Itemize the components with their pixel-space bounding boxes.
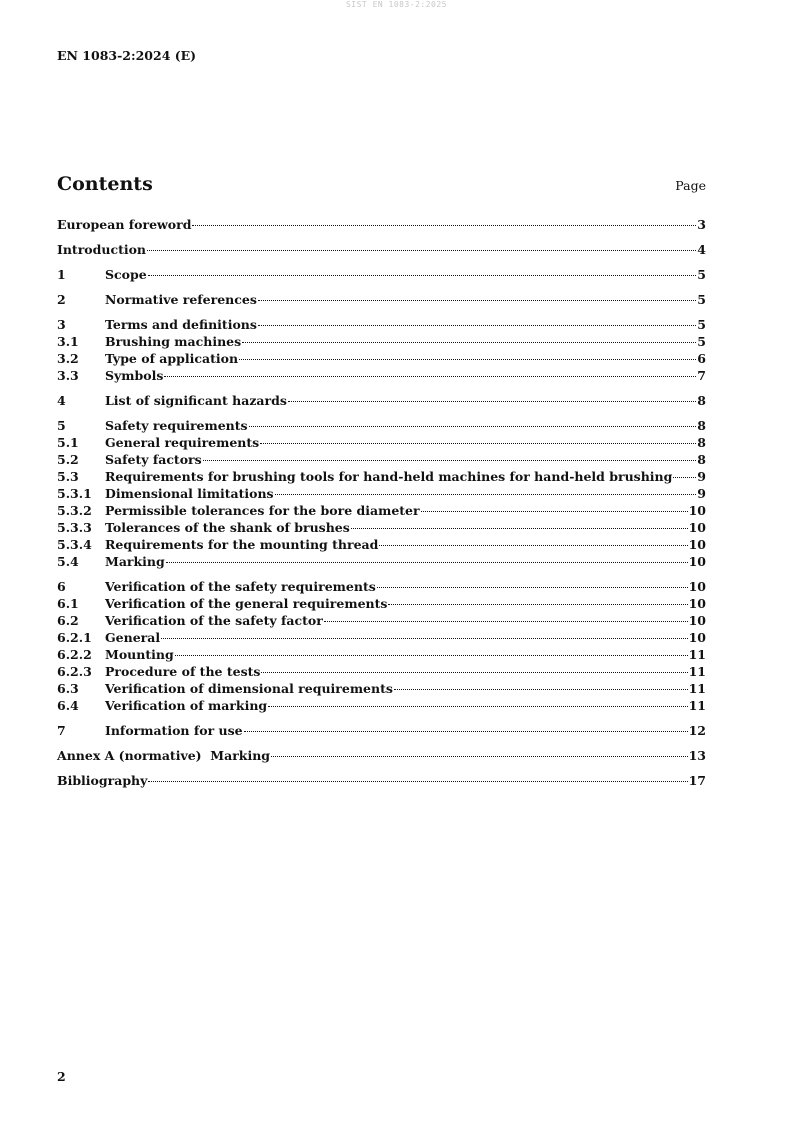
toc-entry-title: Safety factors <box>105 452 202 467</box>
toc-entry-page: 10 <box>688 503 706 518</box>
toc-entry-page: 8 <box>697 435 706 450</box>
toc-entry-number: 3 <box>57 317 66 332</box>
dot-leader <box>275 494 697 495</box>
toc-entry-title: Information for use <box>105 723 243 738</box>
dot-leader <box>239 359 696 360</box>
dot-leader <box>258 300 696 301</box>
toc-entry-6-1[interactable] <box>57 595 706 612</box>
toc-entry-number: 6.2.2 <box>57 647 92 662</box>
toc-entry-1[interactable] <box>57 266 706 283</box>
dot-leader <box>388 604 687 605</box>
toc-entry-page: 9 <box>697 486 706 501</box>
toc-entry-number: 5.3.1 <box>57 486 92 501</box>
toc-entry-number: 7 <box>57 723 66 738</box>
toc-entry-6[interactable] <box>57 578 706 595</box>
toc-entry-page: 17 <box>688 773 706 788</box>
toc-entry-title: Mounting <box>105 647 174 662</box>
toc-entry-title: Verification of marking <box>105 698 268 713</box>
toc-entry-page: 10 <box>688 537 706 552</box>
toc-entry-title: Scope <box>105 267 147 282</box>
toc-entry-number: 6.1 <box>57 596 79 611</box>
toc-entry-title: Brushing machines <box>105 334 242 349</box>
toc-entry-5-1[interactable] <box>57 434 706 451</box>
dot-leader <box>203 460 697 461</box>
toc-entry-3-1[interactable] <box>57 333 706 350</box>
toc-entry-page: 10 <box>688 596 706 611</box>
toc-entry-title: List of significant hazards <box>105 393 287 408</box>
toc-entry-title: Tolerances of the shank of brushes <box>105 520 350 535</box>
toc-entry-title: Safety requirements <box>105 418 248 433</box>
dot-leader <box>258 325 696 326</box>
toc-entry-title: Dimensional limitations <box>105 486 274 501</box>
toc-entry-7[interactable] <box>57 722 706 739</box>
toc-entry-2[interactable] <box>57 291 706 308</box>
toc-entry-5-3-3[interactable] <box>57 519 706 536</box>
toc-entry-4[interactable] <box>57 392 706 409</box>
toc-entry-page: 11 <box>688 698 706 713</box>
toc-entry-page: 10 <box>688 613 706 628</box>
toc-entry-6-3[interactable] <box>57 680 706 697</box>
toc-entry-page: 13 <box>688 748 706 763</box>
toc-entry-title: Marking <box>105 554 165 569</box>
toc-entry-number: 5.3.4 <box>57 537 92 552</box>
toc-entry-number: 6.2.1 <box>57 630 92 645</box>
toc-entry-page: 3 <box>697 217 706 232</box>
toc-entry-page: 5 <box>697 334 706 349</box>
toc-entry-number: 6.3 <box>57 681 79 696</box>
toc-entry-number: 3.2 <box>57 351 79 366</box>
toc-entry-page: 9 <box>697 469 706 484</box>
toc-entry-number: 2 <box>57 292 66 307</box>
dot-leader <box>271 756 688 757</box>
table-of-contents <box>57 216 706 789</box>
toc-entry-6-2-2[interactable] <box>57 646 706 663</box>
toc-entry-page: 10 <box>688 630 706 645</box>
toc-entry-number: 3.3 <box>57 368 79 383</box>
toc-entry-title: Procedure of the tests <box>105 664 261 679</box>
toc-entry-5-3-2[interactable] <box>57 502 706 519</box>
dot-leader <box>147 250 696 251</box>
toc-entry-page: 5 <box>697 267 706 282</box>
toc-entry-6-4[interactable] <box>57 697 706 714</box>
toc-entry-page: 11 <box>688 664 706 679</box>
toc-entry-page: 8 <box>697 418 706 433</box>
toc-entry-annex-a[interactable] <box>57 747 706 764</box>
toc-entry-title: Introduction <box>57 242 147 257</box>
toc-entry-page: 5 <box>697 317 706 332</box>
dot-leader <box>164 376 696 377</box>
dot-leader <box>148 781 687 782</box>
toc-entry-number: 5 <box>57 418 66 433</box>
toc-entry-number: 5.2 <box>57 452 79 467</box>
dot-leader <box>324 621 688 622</box>
toc-entry-5-3[interactable] <box>57 468 706 485</box>
dot-leader <box>192 225 696 226</box>
dot-leader <box>166 562 688 563</box>
toc-entry-page: 10 <box>688 579 706 594</box>
toc-entry-title: Permissible tolerances for the bore diameter <box>105 503 420 518</box>
toc-entry-6-2-1[interactable] <box>57 629 706 646</box>
toc-entry-number: 5.4 <box>57 554 79 569</box>
toc-entry-page: 6 <box>697 351 706 366</box>
toc-entry-number: 1 <box>57 267 66 282</box>
toc-entry-number: 6.2 <box>57 613 79 628</box>
toc-entry-3-2[interactable] <box>57 350 706 367</box>
toc-entry-6-2-3[interactable] <box>57 663 706 680</box>
dot-leader <box>261 672 687 673</box>
toc-entry-title: General requirements <box>105 435 260 450</box>
toc-entry-title: European foreword <box>57 217 192 232</box>
toc-entry-page: 5 <box>697 292 706 307</box>
toc-entry-number: 6.2.3 <box>57 664 92 679</box>
toc-entry-5-2[interactable] <box>57 451 706 468</box>
dot-leader <box>260 443 696 444</box>
toc-entry-page: 12 <box>688 723 706 738</box>
toc-entry-title: Normative references <box>105 292 257 307</box>
dot-leader <box>288 401 696 402</box>
toc-entry-page: 10 <box>688 520 706 535</box>
toc-entry-title: Symbols <box>105 368 164 383</box>
toc-entry-number: 5.3.3 <box>57 520 92 535</box>
toc-entry-page: 4 <box>697 242 706 257</box>
page-number: 2 <box>57 1069 66 1084</box>
toc-entry-3[interactable] <box>57 316 706 333</box>
toc-entry-title: Type of application <box>105 351 239 366</box>
toc-entry-title: Requirements for the mounting thread <box>105 537 379 552</box>
toc-entry-page: 7 <box>697 368 706 383</box>
toc-entry-title: General <box>105 630 161 645</box>
toc-entry-title: Bibliography <box>57 773 148 788</box>
toc-entry-number: 5.3 <box>57 469 79 484</box>
dot-leader <box>351 528 688 529</box>
toc-entry-number: 6.4 <box>57 698 79 713</box>
toc-entry-title: Terms and definitions <box>105 317 257 332</box>
toc-entry-title: Requirements for brushing tools for hand-held machines for hand-held brushing <box>105 469 673 484</box>
watermark: SIST EN 1083-2:2025 <box>345 0 447 9</box>
toc-entry-title: Verification of the general requirements <box>105 596 388 611</box>
toc-entry-number: 4 <box>57 393 66 408</box>
toc-entry-page: 8 <box>697 452 706 467</box>
toc-entry-number: 5.3.2 <box>57 503 92 518</box>
toc-entry-title: Verification of the safety factor <box>105 613 323 628</box>
toc-entry-page: 11 <box>688 647 706 662</box>
dot-leader <box>268 706 687 707</box>
toc-entry-5[interactable] <box>57 417 706 434</box>
toc-entry-european-foreword[interactable] <box>57 216 706 233</box>
dot-leader <box>161 638 687 639</box>
toc-entry-title: Verification of the safety requirements <box>105 579 376 594</box>
dot-leader <box>242 342 696 343</box>
toc-entry-6-2[interactable] <box>57 612 706 629</box>
dot-leader <box>148 275 697 276</box>
dot-leader <box>673 477 696 478</box>
toc-entry-number: 5.1 <box>57 435 79 450</box>
toc-entry-page: 8 <box>697 393 706 408</box>
dot-leader <box>377 587 688 588</box>
toc-entry-5-4[interactable] <box>57 553 706 570</box>
page-column-label: Page <box>675 178 706 193</box>
document-id: EN 1083-2:2024 (E) <box>57 48 197 63</box>
toc-entry-5-3-1[interactable] <box>57 485 706 502</box>
toc-entry-number: 6 <box>57 579 66 594</box>
toc-entry-page: 11 <box>688 681 706 696</box>
dot-leader <box>244 731 688 732</box>
toc-entry-3-3[interactable] <box>57 367 706 384</box>
toc-entry-page: 10 <box>688 554 706 569</box>
toc-entry-bibliography[interactable] <box>57 772 706 789</box>
toc-entry-5-3-4[interactable] <box>57 536 706 553</box>
dot-leader <box>379 545 687 546</box>
toc-entry-title: Verification of dimensional requirements <box>105 681 393 696</box>
toc-entry-title: Annex A (normative) Marking <box>57 748 271 763</box>
toc-entry-number: 3.1 <box>57 334 79 349</box>
dot-leader <box>421 511 688 512</box>
dot-leader <box>394 689 688 690</box>
dot-leader <box>249 426 697 427</box>
contents-title: Contents <box>57 173 153 195</box>
toc-entry-introduction[interactable] <box>57 241 706 258</box>
dot-leader <box>175 655 688 656</box>
